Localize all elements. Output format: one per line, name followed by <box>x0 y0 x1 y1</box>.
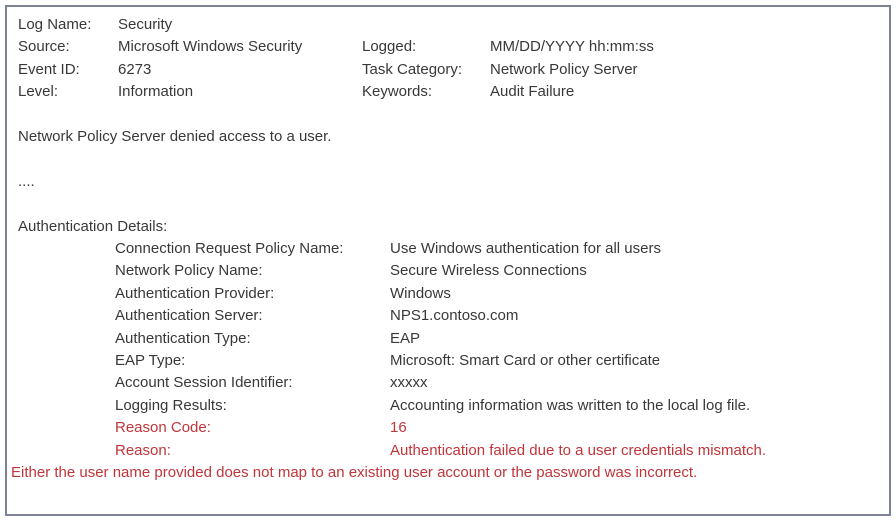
detail-value: Authentication failed due to a user credentials mismatch. <box>390 441 767 459</box>
field-label: Log Name: <box>18 16 92 33</box>
detail-row-authentication-server <box>18 305 881 327</box>
field-value <box>490 14 881 36</box>
authentication-details-title: Authentication Details: <box>18 217 168 235</box>
detail-row-network-policy-name <box>18 260 881 282</box>
detail-value: Windows <box>390 284 451 302</box>
detail-row-reason <box>18 440 881 462</box>
detail-row-connection-request-policy <box>18 238 881 260</box>
header-row-eventid-taskcategory <box>18 59 881 81</box>
detail-row-reason-code <box>18 417 881 439</box>
detail-value: Secure Wireless Connections <box>390 262 587 280</box>
spacer <box>18 148 881 170</box>
field-value: 6273 <box>118 60 152 78</box>
detail-value: 16 <box>390 419 407 437</box>
event-description: Network Policy Server denied access to a user. <box>18 128 332 146</box>
field-label <box>362 14 490 36</box>
field-label: Task Category: <box>362 60 463 78</box>
field-value: Audit Failure <box>490 83 575 101</box>
field-label: Keywords: <box>362 83 433 101</box>
detail-value: Microsoft: Smart Card or other certificate <box>390 352 661 370</box>
detail-label: Connection Request Policy Name: <box>115 240 344 258</box>
detail-value: Accounting information was written to the local log file. <box>390 396 751 414</box>
field-value: Network Policy Server <box>490 60 638 78</box>
detail-label: Logging Results: <box>115 396 227 414</box>
header-row-source-logged <box>18 36 881 58</box>
event-log-frame <box>5 5 891 516</box>
header-row-level-keywords <box>18 81 881 103</box>
detail-value: Use Windows authentication for all users <box>390 240 661 258</box>
detail-label: Authentication Type: <box>115 329 251 347</box>
field-value: Security <box>118 16 173 33</box>
field-value: Microsoft Windows Security <box>118 38 303 56</box>
detail-row-authentication-provider <box>18 283 881 305</box>
field-value: MM/DD/YYYY hh:mm:ss <box>490 38 654 56</box>
detail-label: Reason Code: <box>115 419 211 437</box>
detail-label: Authentication Provider: <box>115 284 275 302</box>
field-value: Information <box>118 83 194 101</box>
detail-row-eap-type <box>18 350 881 372</box>
detail-label: Account Session Identifier: <box>115 374 293 392</box>
detail-value: EAP <box>390 329 421 347</box>
detail-label: Reason: <box>115 441 171 459</box>
spacer <box>18 193 881 215</box>
ellipsis-line: .... <box>18 172 35 190</box>
spacer <box>18 104 881 126</box>
header-row-log-name <box>18 14 881 36</box>
detail-label: Network Policy Name: <box>115 262 263 280</box>
field-label: Level: <box>18 83 59 101</box>
detail-value: NPS1.contoso.com <box>390 307 519 325</box>
detail-row-account-session-identifier <box>18 372 881 394</box>
field-label: Source: <box>18 38 70 56</box>
reason-explanation-note: Either the user name provided does not map to an existing user account or the password was incorrect. <box>11 464 698 482</box>
detail-label: EAP Type: <box>115 352 186 370</box>
detail-row-logging-results <box>18 395 881 417</box>
detail-label: Authentication Server: <box>115 307 263 325</box>
detail-value: xxxxx <box>390 374 428 392</box>
field-label: Event ID: <box>18 60 80 78</box>
field-label: Logged: <box>362 38 417 56</box>
detail-row-authentication-type <box>18 328 881 350</box>
